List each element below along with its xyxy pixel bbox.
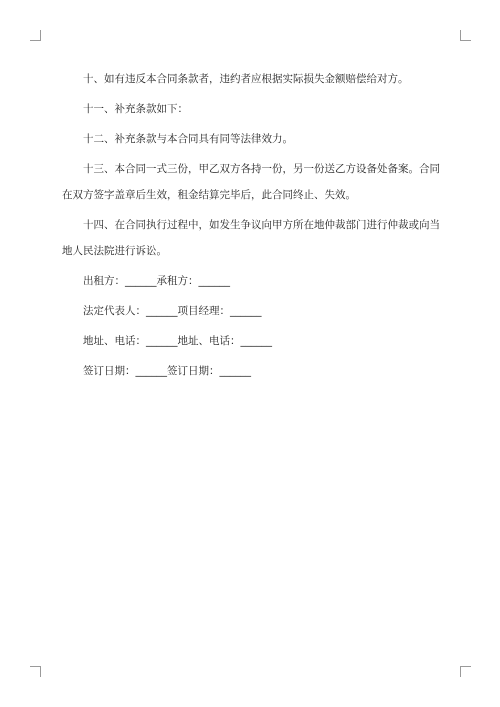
clause-13: 十三、本合同一式三份，甲乙双方各持一份，另一份送乙方设备处备案。合同在双方签字盖章后生效，租金结算完毕后，此合同终止、失效。 (62, 163, 440, 201)
clause-14: 十四、在合同执行过程中，如发生争议向甲方所在地仲裁部门进行仲裁或向当地人民法院进行诉讼。 (62, 219, 440, 257)
signature-line-dates: 签订日期：______签订日期：______ (83, 365, 251, 377)
page-corner-mark-top-right (460, 30, 471, 41)
clause-11: 十一、补充条款如下： (83, 103, 188, 115)
signature-line-representatives: 法定代表人：______项目经理：______ (83, 305, 262, 317)
signature-line-address-phone: 地址、电话：______地址、电话：______ (83, 335, 272, 347)
clause-12: 十二、补充条款与本合同具有同等法律效力。 (83, 133, 293, 145)
document-body (62, 66, 442, 388)
page-corner-mark-bottom-left (30, 666, 41, 677)
page-corner-mark-top-left (30, 30, 41, 41)
page-corner-mark-bottom-right (460, 666, 471, 677)
signature-line-parties: 出租方：______承租方：______ (83, 275, 230, 287)
clause-10: 十、如有违反本合同条款者，违约者应根据实际损失金额赔偿给对方。 (83, 73, 409, 85)
